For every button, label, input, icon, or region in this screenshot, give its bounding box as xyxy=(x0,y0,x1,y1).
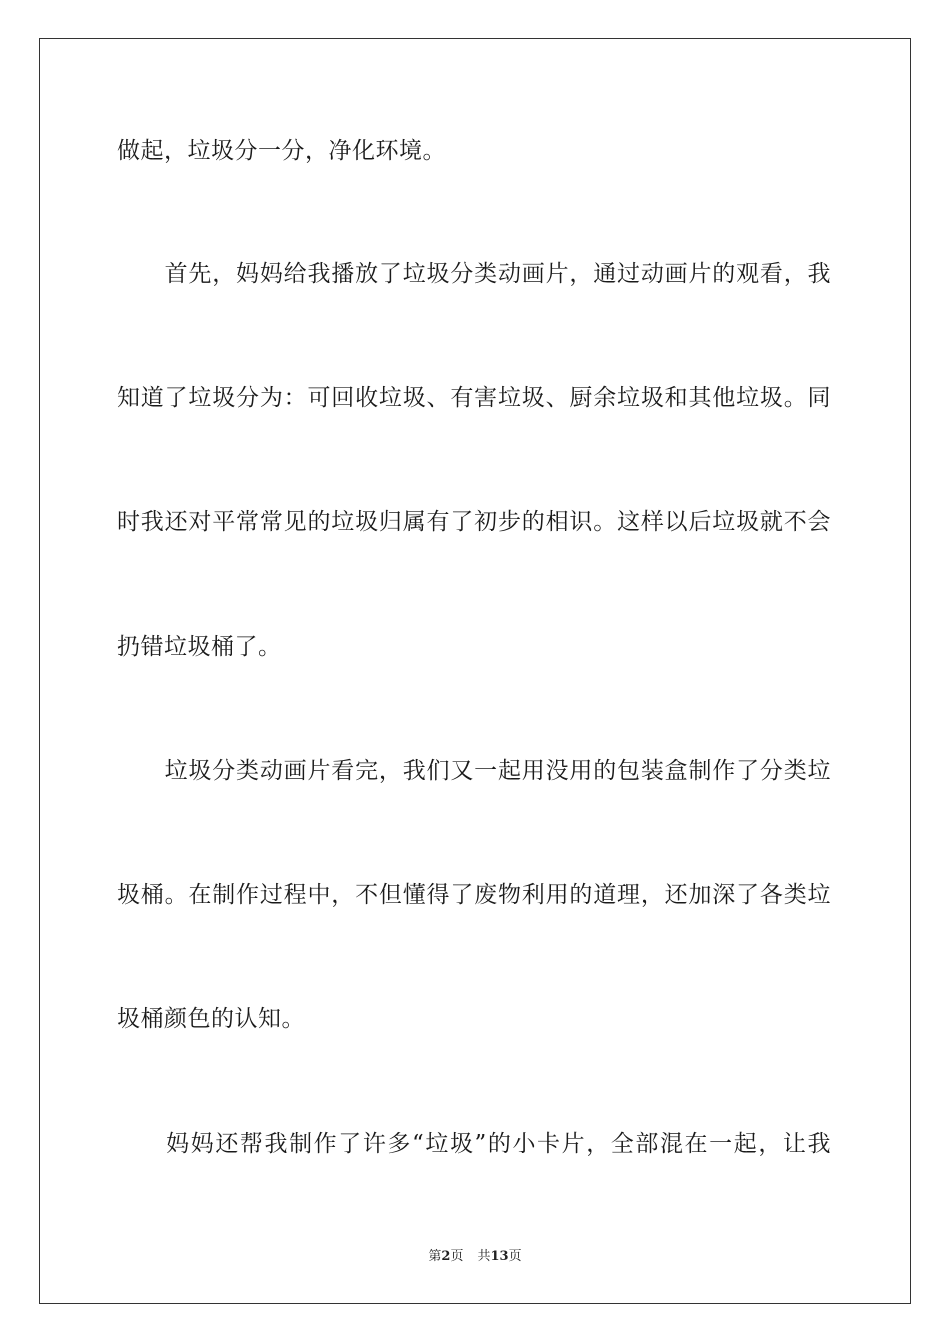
footer-total-pages: 13 xyxy=(490,1249,509,1264)
text-line-5: 扔错垃圾桶了。 xyxy=(117,634,282,660)
page-footer xyxy=(0,1248,950,1266)
text-line-4: 时我还对平常常见的垃圾归属有了初步的相识。这样以后垃圾就不会 xyxy=(117,509,831,535)
text-line-1: 做起，垃圾分一分，净化环境。 xyxy=(117,138,446,164)
text-line-7: 圾桶。在制作过程中，不但懂得了废物利用的道理，还加深了各类垃 xyxy=(117,882,831,908)
footer-total-prefix: 共 xyxy=(477,1249,491,1264)
text-line-2: 首先，妈妈给我播放了垃圾分类动画片，通过动画片的观看，我 xyxy=(117,261,831,287)
footer-total-suffix: 页 xyxy=(508,1249,522,1264)
footer-page-prefix: 第 xyxy=(428,1249,442,1264)
text-line-3: 知道了垃圾分为：可回收垃圾、有害垃圾、厨余垃圾和其他垃圾。同 xyxy=(117,385,831,411)
text-line-8: 圾桶颜色的认知。 xyxy=(117,1006,305,1032)
text-line-6: 垃圾分类动画片看完，我们又一起用没用的包装盒制作了分类垃 xyxy=(117,758,831,784)
footer-page-number: 2 xyxy=(441,1249,451,1264)
footer-page-suffix: 页 xyxy=(450,1249,464,1264)
text-line-9: 妈妈还帮我制作了许多“垃圾”的小卡片，全部混在一起，让我 xyxy=(117,1131,831,1157)
page-border xyxy=(39,38,911,1304)
